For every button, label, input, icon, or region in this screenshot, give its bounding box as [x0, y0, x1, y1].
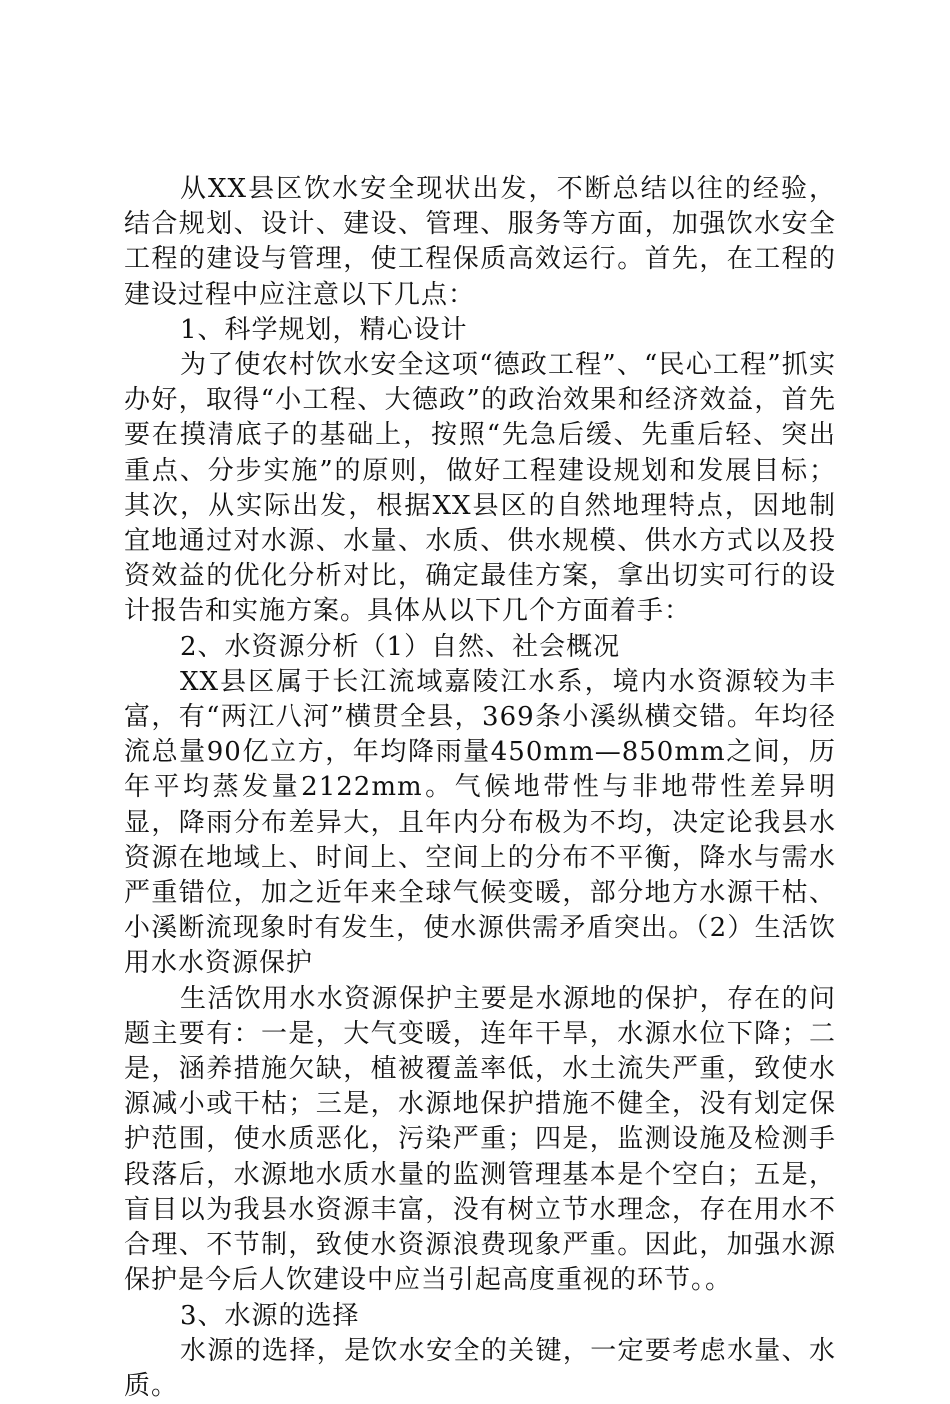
paragraph-source-selection: 水源的选择，是饮水安全的关键，一定要考虑水量、水质。 [124, 1335, 836, 1401]
paragraph-planning: 为了使农村饮水安全这项“德政工程”、“民心工程”抓实办好，取得“小工程、大德政”的政治效果和经济效益，首先要在摸清底子的基础上，按照“先急后缓、先重后轻、突出重点、分步实施”的原则，做好工程建设规划和发展目标；其次，从实际出发，根据XX县区的自然地理特点，因地制宜地通过对水源、水量、水质、供水规模、供水方式以及投资效益的优化分析对比，确定最佳方案，拿出切实可行的设计报告和实施方案。具体从以下几个方面着手： [124, 350, 836, 627]
document-body [124, 172, 836, 1404]
paragraph-water-protection: 生活饮用水水资源保护主要是水源地的保护，存在的问题主要有：一是，大气变暖，连年干旱，水源水位下降；二是，涵养措施欠缺，植被覆盖率低，水土流失严重，致使水源减小或干枯；三是，水源地保护措施不健全，没有划定保护范围，使水质恶化，污染严重；四是，监测设施及检测手段落后，水源地水质水量的监测管理基本是个空白；五是，盲目以为我县水资源丰富，没有树立节水理念，存在用水不合理、不节制，致使水资源浪费现象严重。因此，加强水源保护是今后人饮建设中应当引起高度重视的环节。。 [124, 983, 836, 1296]
heading-planning: 1、科学规划，精心设计 [180, 314, 468, 345]
paragraph-natural-overview: XX县区属于长江流域嘉陵江水系，境内水资源较为丰富，有“两江八河”横贯全县，369条小溪纵横交错。年均径流总量90亿立方，年均降雨量450mm—850mm之间，历年平均蒸发量2122mm。气候地带性与非地带性差异明显，降雨分布差异大，且年内分布极为不均，决定论我县水资源在地域上、时间上、空间上的分布不平衡，降水与需水严重错位，加之近年来全球气候变暖，部分地方水源干枯、小溪断流现象时有发生，使水源供需矛盾突出。（2）生活饮用水水资源保护 [124, 666, 836, 979]
heading-source-selection: 3、水源的选择 [180, 1300, 360, 1331]
heading-water-resource-analysis: 2、水资源分析（1）自然、社会概况 [180, 631, 621, 662]
paragraph-intro: 从XX县区饮水安全现状出发，不断总结以往的经验，结合规划、设计、建设、管理、服务等方面，加强饮水安全工程的建设与管理，使工程保质高效运行。首先，在工程的建设过程中应注意以下几点： [124, 174, 836, 310]
